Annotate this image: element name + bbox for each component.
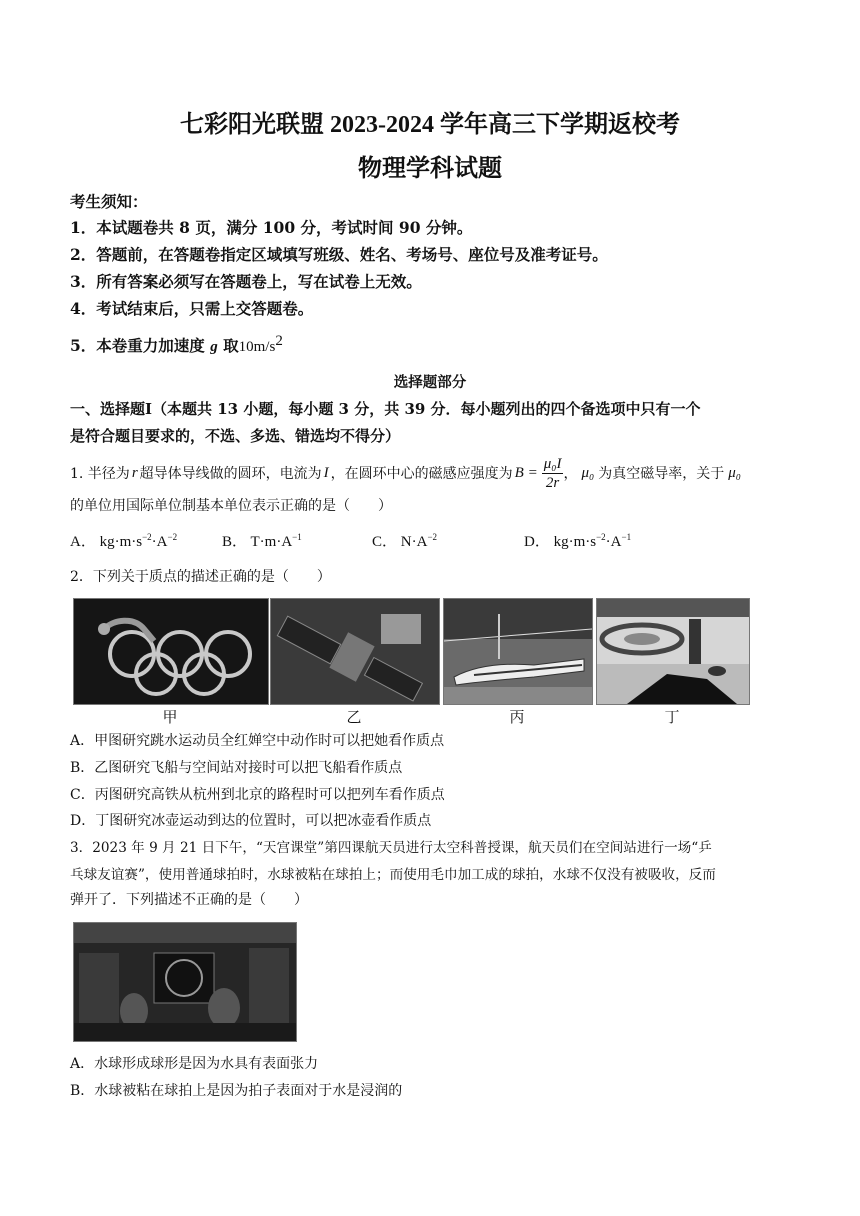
q1-text-b: 超导体导线做的圆环，电流为 <box>139 466 322 482</box>
option-label: C． <box>372 534 398 550</box>
formula-fraction <box>542 455 564 492</box>
notice-heading: 考生须知： <box>70 192 148 211</box>
q3-stem-line2: 乓球友谊赛”，使用普通球拍时，水球被粘在球拍上；而使用毛巾加工成的球拍，水球不仅没有被吸收，反而 <box>70 867 716 883</box>
part-heading-line2: 是符合题目要求的，不选、多选、错选均不得分） <box>70 427 401 445</box>
q1-stem-line1 <box>70 451 741 495</box>
q2-option-d: D．丁图研究冰壶运动到达的位置时，可以把冰壶看作质点 <box>70 813 432 829</box>
caption-yi: 乙 <box>346 708 362 726</box>
formula-numerator: μ₀I <box>543 455 562 472</box>
gravity-exponent: 2 <box>275 333 283 349</box>
q2-option-b: B．乙图研究飞船与空间站对接时可以把飞船看作质点 <box>70 760 403 776</box>
q3-stem-line1: 3．2023 年 9 月 21 日下午，“天宫课堂”第四课航天员进行太空科普授课，航天员们在空间站进行一场“乒 <box>70 840 712 856</box>
q3-stem-line3: 弹开了．下列描述不正确的是（ ） <box>70 892 308 908</box>
q1-var-i: I <box>323 464 329 481</box>
option-sup1: −2 <box>427 532 438 542</box>
option-sup1: −2 <box>142 532 152 542</box>
option-sup1: −1 <box>292 532 302 542</box>
option-sup2: −1 <box>621 532 632 542</box>
option-mid: ·A <box>151 534 168 550</box>
q1-var-r: r <box>131 464 138 481</box>
q2-stem: 2．下列关于质点的描述正确的是（ ） <box>70 569 331 585</box>
option-base: kg·m·s <box>553 534 597 550</box>
caption-jia: 甲 <box>162 708 178 726</box>
photo-space-station <box>73 922 297 1042</box>
q1-option-d <box>524 530 631 551</box>
part-heading-line1: 一、选择题Ⅰ（本题共 13 小题，每小题 3 分，共 39 分．每小题列出的四个备选项中只有一个 <box>70 400 701 418</box>
photo-train <box>443 598 593 705</box>
formula-denominator: 2r <box>545 474 560 491</box>
notice-item5-prefix: 5．本卷重力加速度 <box>70 336 205 356</box>
section-title: 选择题部分 <box>393 374 467 391</box>
notice-item: 3．所有答案必须写在答题卷上，写在试卷上无效。 <box>70 272 422 291</box>
caption-bing: 丙 <box>509 708 525 726</box>
option-base: N·A <box>400 534 428 550</box>
q1-option-b <box>222 530 302 551</box>
formula-lhs: B = <box>514 464 538 481</box>
photo-curling <box>596 598 750 705</box>
option-label: B． <box>222 534 248 550</box>
photo-spacecraft <box>270 598 440 705</box>
option-base: kg·m·s <box>99 534 143 550</box>
q1-text-e: 为真空磁导率，关于 <box>598 466 725 482</box>
q3-option-a: A．水球形成球形是因为水具有表面张力 <box>70 1056 319 1072</box>
q3-option-b: B．水球被粘在球拍上是因为拍子表面对于水是浸润的 <box>70 1083 403 1099</box>
notice-item: 1．本试题卷共 8 页，满分 100 分，考试时间 90 分钟。 <box>70 218 473 237</box>
q1-text-d: ， <box>563 466 578 482</box>
q1-option-c <box>372 530 437 551</box>
g-variable: g <box>210 339 218 356</box>
q1-text-a: 1. 半径为 <box>70 466 130 482</box>
exam-subtitle: 物理学科试题 <box>358 156 502 182</box>
q1-mu0-b: μ₀ <box>728 464 741 481</box>
option-sup1: −2 <box>596 532 606 542</box>
q1-mu0: μ₀ <box>581 464 595 481</box>
option-label: D． <box>524 534 550 550</box>
photo-diver <box>73 598 269 705</box>
exam-title: 七彩阳光联盟 2023-2024 学年高三下学期返校考 <box>180 112 680 138</box>
notice-item: 2．答题前，在答题卷指定区域填写班级、姓名、考场号、座位号及准考证号。 <box>70 245 608 264</box>
option-sup2: −2 <box>167 532 178 542</box>
option-base: T·m·A <box>250 534 293 550</box>
gravity-value: 10m/s <box>238 339 276 356</box>
q2-option-c: C．丙图研究高铁从杭州到北京的路程时可以把列车看作质点 <box>70 787 445 803</box>
notice-item5-mid: 取 <box>223 336 239 356</box>
notice-item: 4．考试结束后，只需上交答题卷。 <box>70 299 314 318</box>
caption-ding: 丁 <box>664 708 680 726</box>
q1-option-a <box>70 530 177 551</box>
option-label: A． <box>70 534 96 550</box>
option-mid: ·A <box>605 534 622 550</box>
notice-item-5 <box>70 333 283 356</box>
q2-option-a: A．甲图研究跳水运动员全红婵空中动作时可以把她看作质点 <box>70 733 445 749</box>
q1-stem-line2: 的单位用国际单位制基本单位表示正确的是（ ） <box>70 498 392 514</box>
q1-text-c: ，在圆环中心的磁感应强度为 <box>330 466 513 482</box>
